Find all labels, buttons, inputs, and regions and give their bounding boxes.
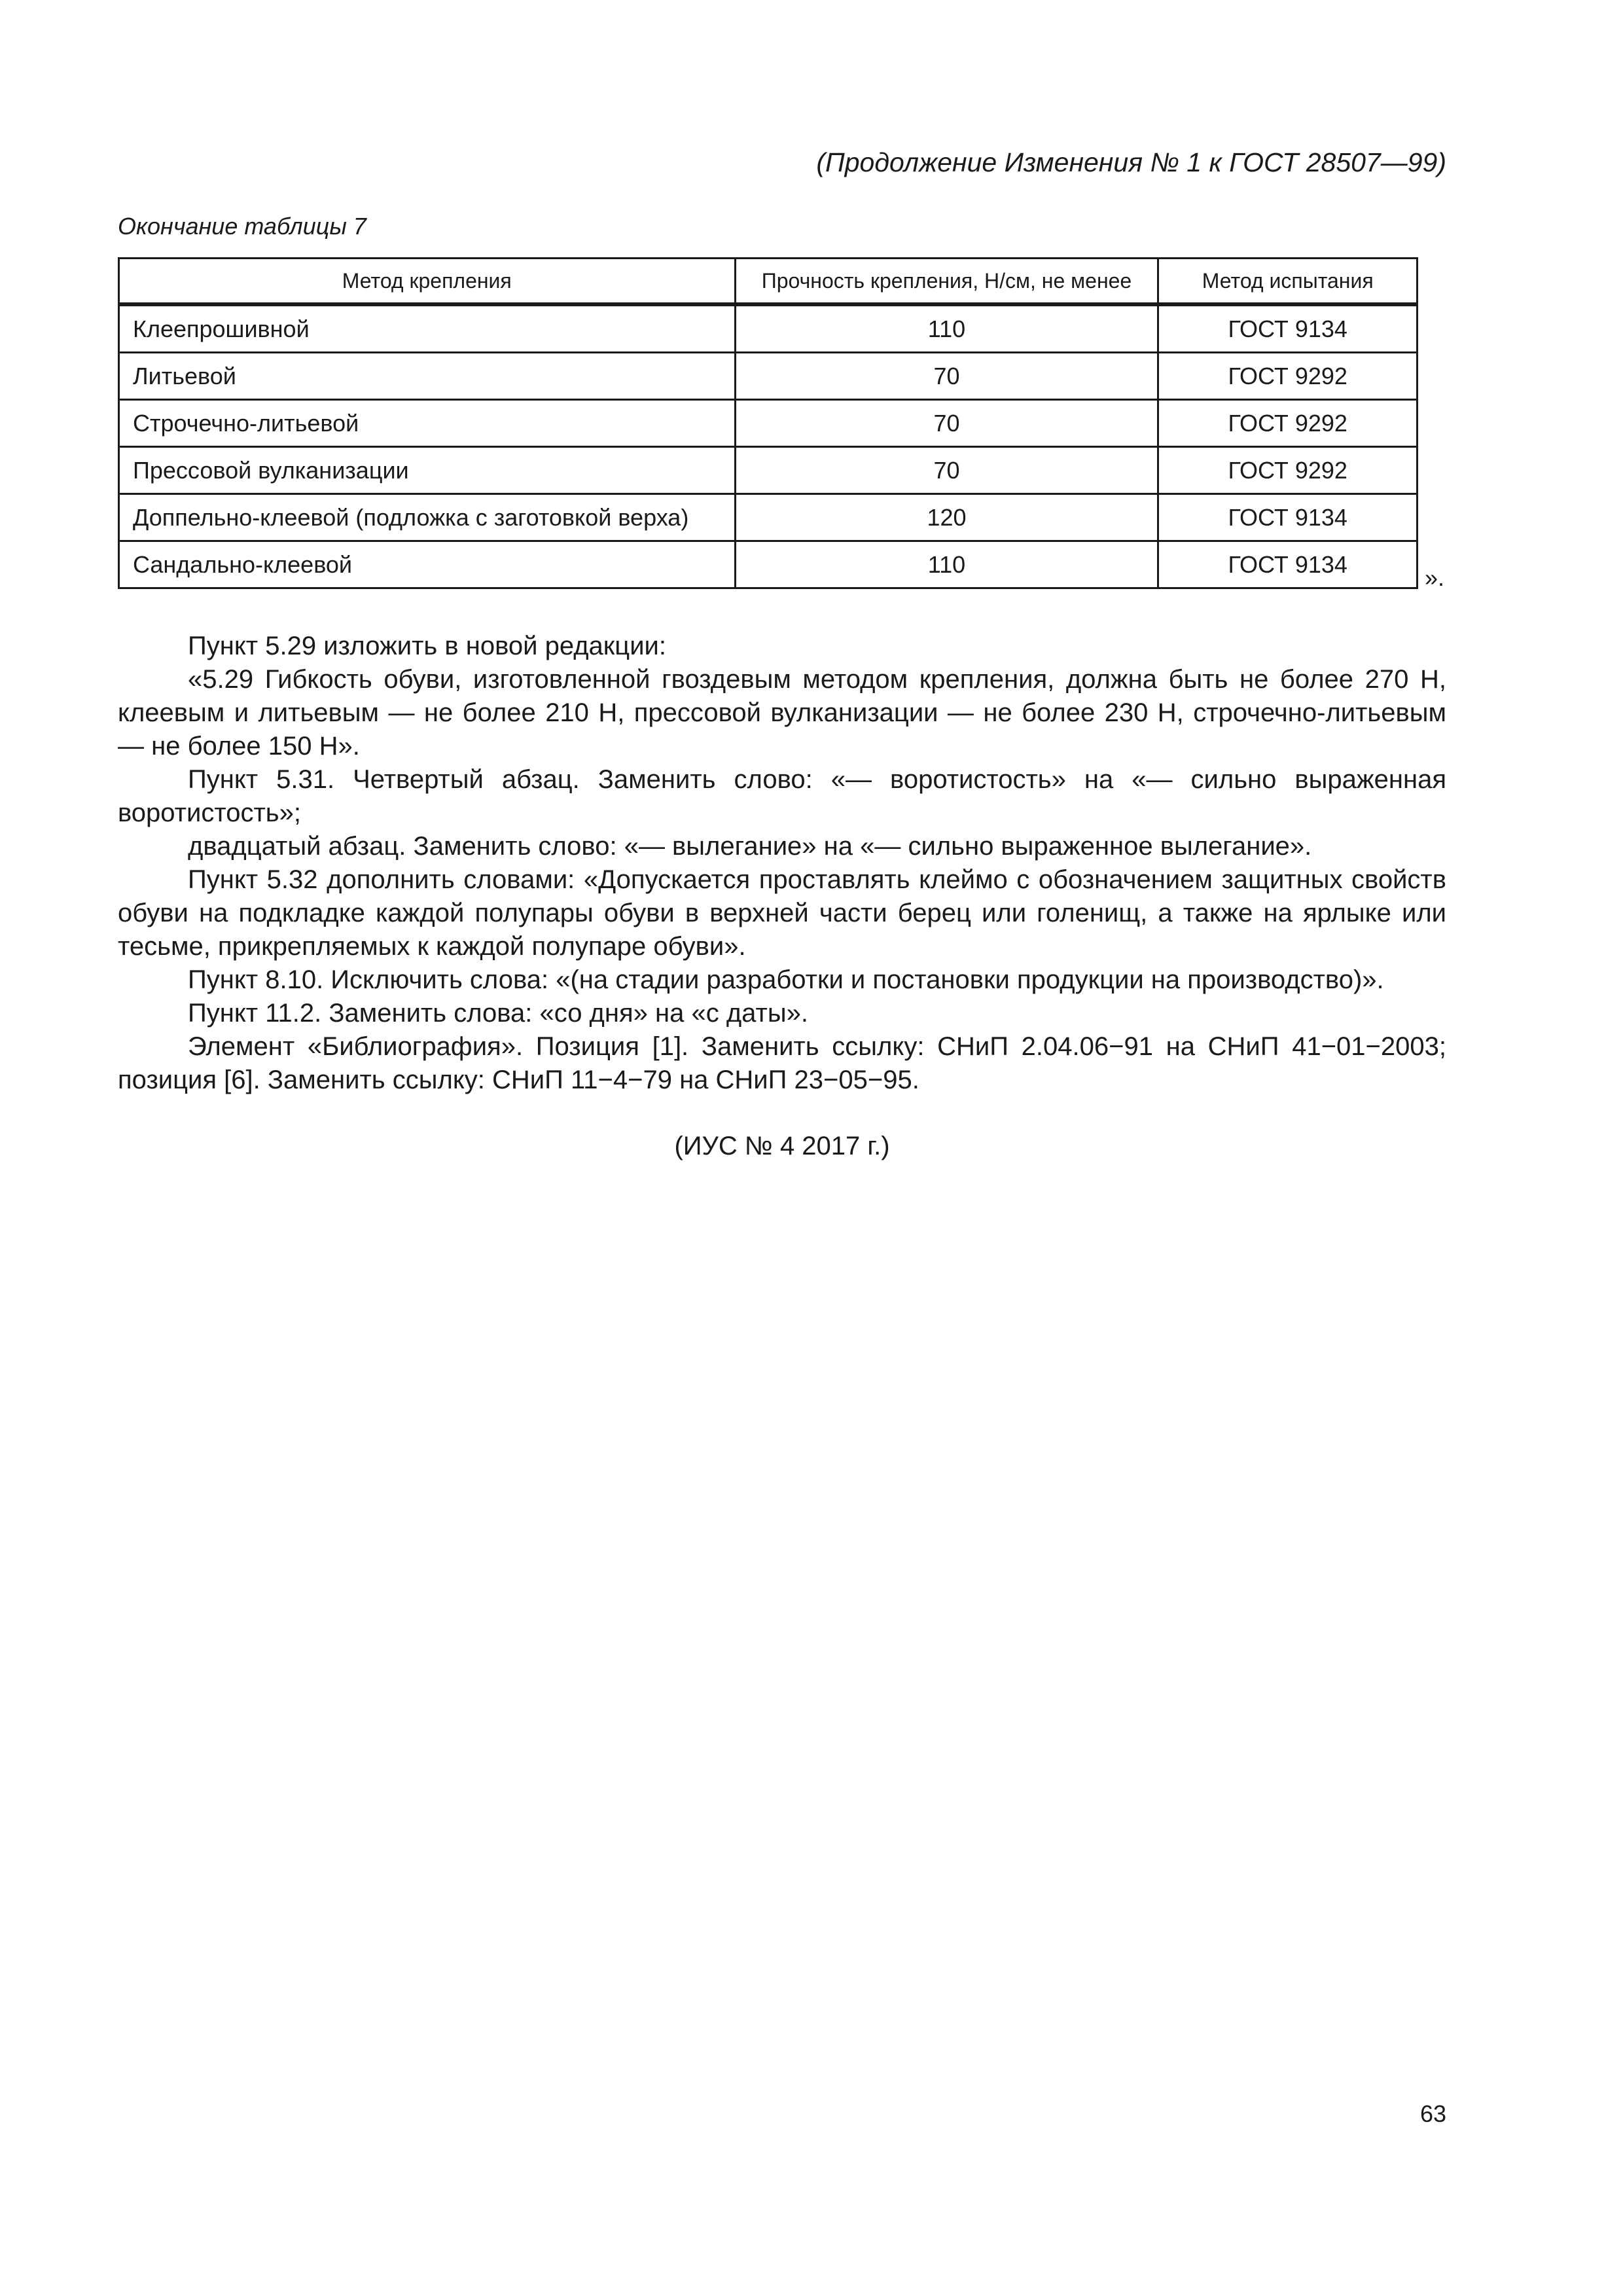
- column-header-strength: Прочность крепления, Н/см, не менее: [735, 259, 1158, 305]
- cell-test-method: ГОСТ 9134: [1158, 541, 1418, 588]
- cell-method: Строчечно-литьевой: [119, 400, 736, 447]
- cell-strength: 70: [735, 400, 1158, 447]
- cell-strength: 70: [735, 447, 1158, 494]
- table-row: [119, 494, 1418, 541]
- paragraph: Пункт 8.10. Исключить слова: «(на стадии разработки и постановки продукции на производство)».: [188, 965, 1384, 994]
- cell-strength: 70: [735, 353, 1158, 400]
- paragraph: Пункт 5.32 дополнить словами: «Допускается проставлять клеймо с обозначением защитных свойств обуви на подкладке каждой полупары обуви в верхней части берец или голенищ, а также на ярлыке или тесьме, прикрепляемых к каждой полупаре обуви».: [118, 865, 1446, 961]
- column-header-test-method: Метод испытания: [1158, 259, 1418, 305]
- amendment-body: [118, 630, 1446, 1097]
- cell-test-method: ГОСТ 9292: [1158, 447, 1418, 494]
- paragraph: Пункт 5.31. Четвертый абзац. Заменить слово: «— воротистость» на «— сильно выраженная воротистость»;: [118, 765, 1446, 827]
- cell-test-method: ГОСТ 9292: [1158, 353, 1418, 400]
- column-header-method: Метод крепления: [119, 259, 736, 305]
- fastening-strength-table: [118, 257, 1418, 589]
- cell-method: Сандально-клеевой: [119, 541, 736, 588]
- cell-method: Прессовой вулканизации: [119, 447, 736, 494]
- table-row: [119, 353, 1418, 400]
- cell-method: Литьевой: [119, 353, 736, 400]
- table-row: [119, 400, 1418, 447]
- table-row: [119, 304, 1418, 353]
- table-row: [119, 447, 1418, 494]
- paragraph: Пункт 11.2. Заменить слова: «со дня» на «с даты».: [188, 999, 808, 1028]
- table-row: [119, 541, 1418, 588]
- paragraph: двадцатый абзац. Заменить слово: «— вылегание» на «— сильно выраженное вылегание».: [188, 832, 1312, 861]
- paragraph: Элемент «Библиография». Позиция [1]. Заменить ссылку: СНиП 2.04.06−91 на СНиП 41−01−2003; позиция [6]. Заменить ссылку: СНиП 11−4−79 на СНиП 23−05−95.: [118, 1032, 1446, 1094]
- cell-test-method: ГОСТ 9134: [1158, 304, 1418, 353]
- table-container: [118, 257, 1418, 589]
- page-header: (Продолжение Изменения № 1 к ГОСТ 28507—99): [816, 147, 1446, 177]
- paragraph: Пункт 5.29 изложить в новой редакции:: [188, 632, 666, 660]
- page-number: 63: [1419, 2100, 1446, 2127]
- table-header-row: [119, 259, 1418, 305]
- table-caption: Окончание таблицы 7: [118, 213, 366, 240]
- cell-strength: 120: [735, 494, 1158, 541]
- cell-method: Доппельно-клеевой (подложка с заготовкой верха): [119, 494, 736, 541]
- paragraph: «5.29 Гибкость обуви, изготовленной гвоздевым методом крепления, должна быть не более 270 Н, клеевым и литьевым — не более 210 Н, прессовой вулканизации — не более 230 Н, строчечно-литьевым — не более 150 Н».: [118, 665, 1446, 761]
- cell-strength: 110: [735, 541, 1158, 588]
- cell-method: Клеепрошивной: [119, 304, 736, 353]
- cell-strength: 110: [735, 304, 1158, 353]
- cell-test-method: ГОСТ 9134: [1158, 494, 1418, 541]
- table-closing-quote: ».: [1425, 564, 1445, 591]
- cell-test-method: ГОСТ 9292: [1158, 400, 1418, 447]
- ius-reference: (ИУС № 4 2017 г.): [674, 1132, 890, 1160]
